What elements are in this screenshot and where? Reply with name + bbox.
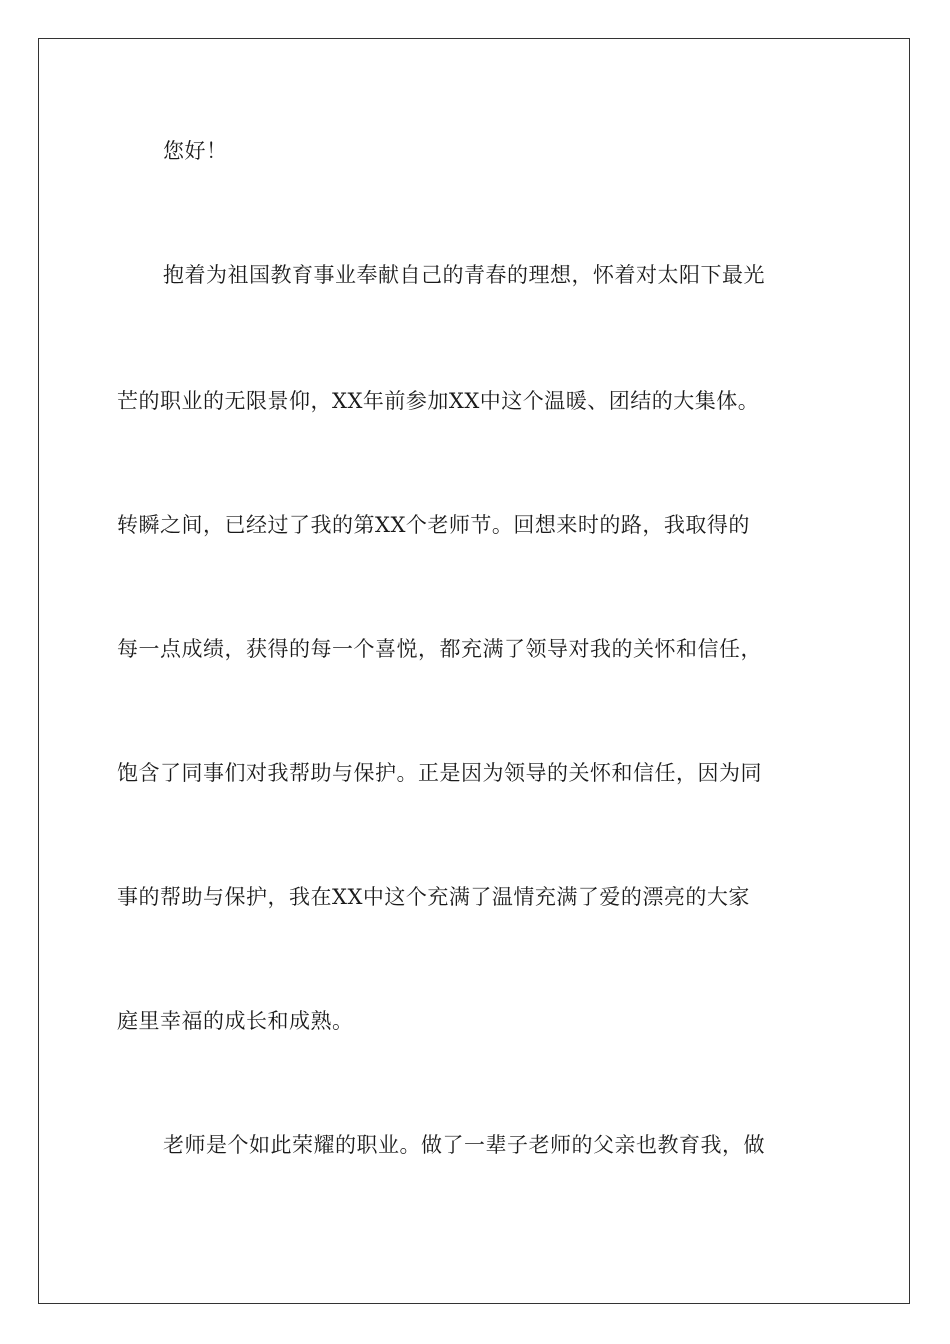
paragraph-1-line-6: 事的帮助与保护，我在XX中这个充满了温情充满了爱的漂亮的大家 [117, 885, 750, 909]
greeting-text: 您好！ [163, 139, 228, 163]
paragraph-1-line-5: 饱含了同事们对我帮助与保护。正是因为领导的关怀和信任，因为同 [117, 761, 762, 785]
paragraph-1-line-1: 抱着为祖国教育事业奉献自己的青春的理想，怀着对太阳下最光 [163, 263, 765, 287]
paragraph-1-line-7: 庭里幸福的成长和成熟。 [117, 1009, 354, 1033]
paragraph-1-line-4: 每一点成绩，获得的每一个喜悦，都充满了领导对我的关怀和信任， [117, 637, 762, 661]
paragraph-1-line-3: 转瞬之间，已经过了我的第XX个老师节。回想来时的路，我取得的 [117, 513, 750, 537]
paragraph-2-line-1: 老师是个如此荣耀的职业。做了一辈子老师的父亲也教育我，做 [163, 1133, 765, 1157]
paragraph-1-line-2: 芒的职业的无限景仰，XX年前参加XX中这个温暖、团结的大集体。 [117, 389, 760, 413]
page-border [38, 38, 910, 1304]
